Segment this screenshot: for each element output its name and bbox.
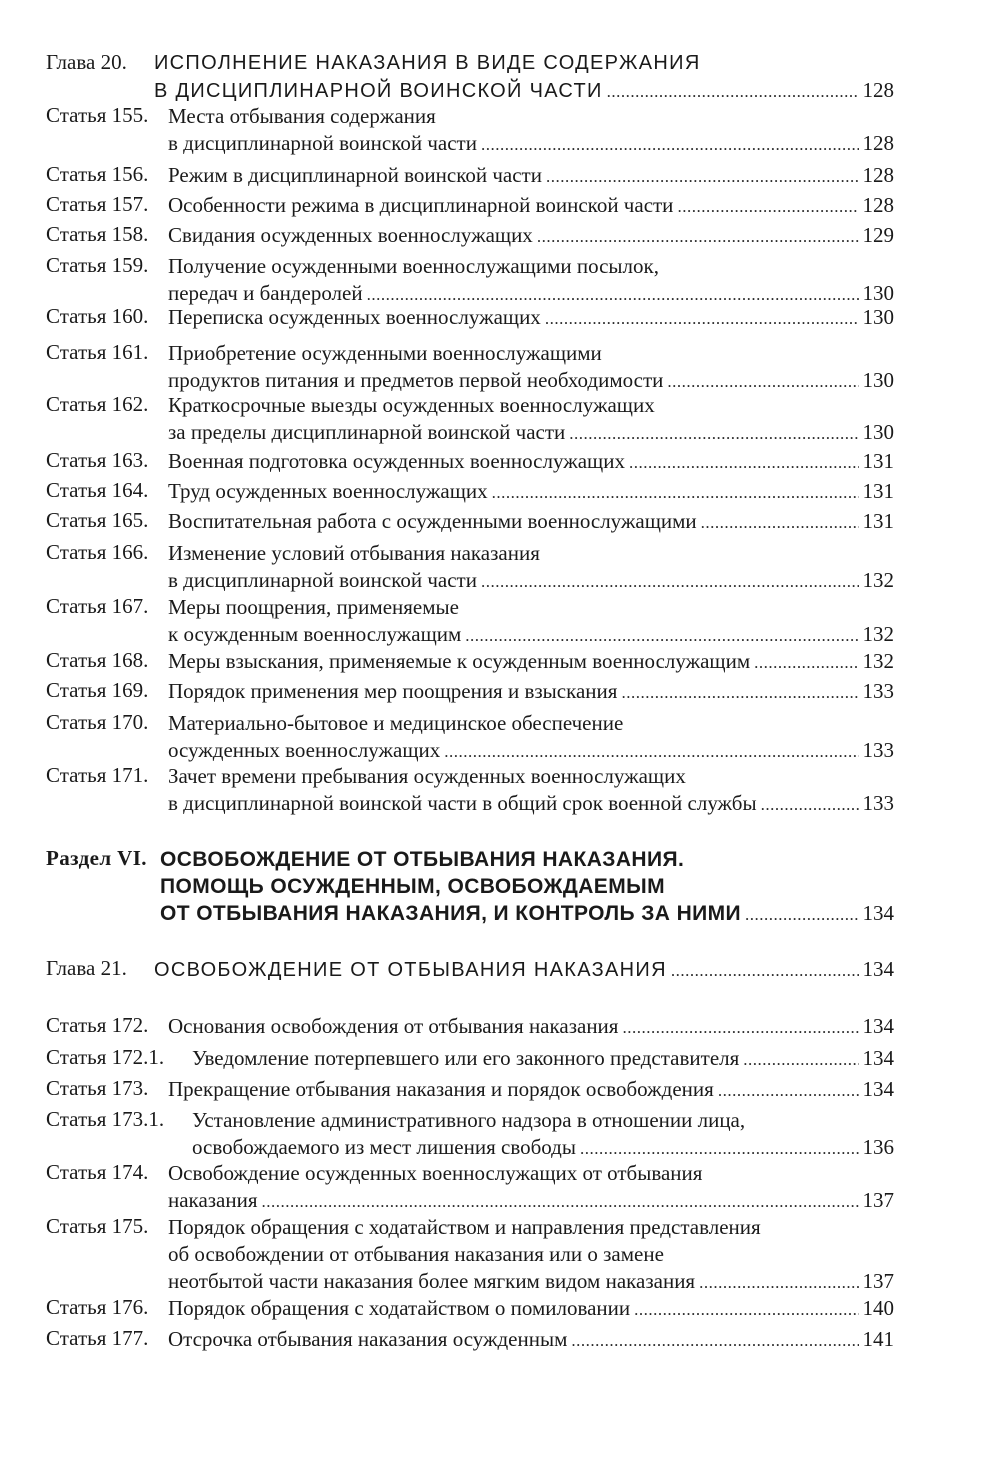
article-title-line: передач и бандеролей [168,281,363,305]
article-title-line: Меры поощрения, применяемые [168,595,459,619]
article-number: Статья 171. [46,763,149,787]
page-number: 131 [862,509,894,533]
article-number: Статья 169. [46,678,149,702]
article-number: Статья 174. [46,1160,149,1184]
toc-entry [46,710,894,764]
chapter-20-heading [46,50,894,104]
article-title-line: Краткосрочные выезды осужденных военнослужащих [168,393,655,417]
article-number: Статья 173.1. [46,1107,165,1131]
article-number: Статья 159. [46,253,149,277]
page-number: 137 [862,1269,894,1293]
leader-dots [745,900,858,928]
chapter-21-prefix: Глава 21. [46,956,127,980]
article-title-line: неотбытой части наказания более мягким видом наказания [168,1269,696,1293]
article-title-line: продуктов питания и предметов первой необходимости [168,368,664,392]
leader-dots [754,648,858,676]
article-number: Статья 162. [46,392,149,416]
leader-dots [667,367,858,395]
leader-dots [465,621,858,649]
article-number: Статья 175. [46,1214,149,1238]
article-title-line: Отсрочка отбывания наказания осужденным [168,1327,568,1351]
toc-entry [46,1214,894,1295]
toc-entry [46,222,894,249]
toc-entry [46,192,894,219]
article-number: Статья 157. [46,192,149,216]
article-title-line: об освобождении от отбывания наказания или о замене [168,1242,664,1266]
leader-dots [537,222,859,250]
toc-entry [46,253,894,307]
toc-entry [46,1295,894,1322]
article-title-line: Основания освобождения от отбывания наказания [168,1014,619,1038]
section-6-prefix: Раздел VI. [46,846,147,870]
page-number: 134 [862,1046,894,1070]
page-number: 131 [862,449,894,473]
toc-entry [46,448,894,475]
article-number: Статья 155. [46,103,149,127]
article-number: Статья 163. [46,448,149,472]
page-number: 137 [862,1188,894,1212]
toc-entry [46,508,894,535]
article-title-line: Изменение условий отбывания наказания [168,541,540,565]
toc-entry [46,1013,894,1040]
article-number: Статья 156. [46,162,149,186]
article-title-line: Установление административного надзора в отношении лица, [192,1108,746,1132]
article-title-line: к осужденным военнослужащим [168,622,462,646]
chapter-20-title-line-1: ИСПОЛНЕНИЕ НАКАЗАНИЯ В ВИДЕ СОДЕРЖАНИЯ [154,52,701,74]
article-number: Статья 167. [46,594,149,618]
toc-entry [46,1045,894,1072]
leader-dots [546,162,859,190]
toc-entry [46,103,894,157]
leader-dots [262,1187,859,1215]
chapter-20-page: 128 [862,78,894,102]
article-title-line: Получение осужденными военнослужащими посылок, [168,254,659,278]
article-title-line: Освобождение осужденных военнослужащих от отбывания [168,1161,703,1185]
leader-dots [701,508,859,536]
leader-dots [699,1268,858,1296]
leader-dots [580,1134,859,1162]
leader-dots [671,956,859,984]
article-title-line: наказания [168,1188,258,1212]
article-number: Статья 166. [46,540,149,564]
page-number: 136 [862,1135,894,1159]
article-title-line: Труд осужденных военнослужащих [168,479,488,503]
leader-dots [629,448,859,476]
article-title-line: Порядок обращения с ходатайством о помиловании [168,1296,631,1320]
page-number: 132 [862,622,894,646]
article-number: Статья 161. [46,340,149,364]
page-number: 131 [862,479,894,503]
chapter-20-title-line-2: В ДИСЦИПЛИНАРНОЙ ВОИНСКОЙ ЧАСТИ [154,80,603,102]
article-title-line: Зачет времени пребывания осужденных военнослужащих [168,764,686,788]
leader-dots [761,790,859,818]
page-number: 133 [862,738,894,762]
chapter-21-heading [46,956,894,983]
article-title-line: осужденных военнослужащих [168,738,441,762]
article-number: Статья 160. [46,304,149,328]
article-number: Статья 177. [46,1326,149,1350]
article-title-line: в дисциплинарной воинской части [168,131,477,155]
toc-entry [46,594,894,648]
article-number: Статья 164. [46,478,149,502]
section-6-title-line-3: ОТ ОТБЫВАНИЯ НАКАЗАНИЯ, И КОНТРОЛЬ ЗА НИМИ [160,902,742,925]
article-title-line: Уведомление потерпевшего или его законного представителя [192,1046,740,1070]
leader-dots [607,77,859,105]
article-title-line: Прекращение отбывания наказания и порядок освобождения [168,1077,714,1101]
section-6-title-line-1: ОСВОБОЖДЕНИЕ ОТ ОТБЫВАНИЯ НАКАЗАНИЯ. [160,848,685,871]
toc-entry [46,1107,894,1161]
article-title-line: за пределы дисциплинарной воинской части [168,420,566,444]
article-title-line: Свидания осужденных военнослужащих [168,223,533,247]
article-title-line: Военная подготовка осужденных военнослужащих [168,449,625,473]
article-title-line: Переписка осужденных военнослужащих [168,305,541,329]
article-title-line: Порядок обращения с ходатайством и направления представления [168,1215,761,1239]
leader-dots [545,304,859,332]
article-title-line: Порядок применения мер поощрения и взыскания [168,679,618,703]
chapter-20-prefix: Глава 20. [46,50,127,74]
article-number: Статья 173. [46,1076,149,1100]
page-number: 130 [862,368,894,392]
article-title-line: освобождаемого из мест лишения свободы [192,1135,576,1159]
page-number: 128 [862,131,894,155]
leader-dots [743,1045,858,1073]
toc-entry [46,304,894,331]
page-number: 141 [862,1327,894,1351]
toc-entry [46,763,894,817]
chapter-21-page: 134 [862,957,894,981]
leader-dots [569,419,858,447]
section-6-title-line-2: ПОМОЩЬ ОСУЖДЕННЫМ, ОСВОБОЖДАЕМЫМ [160,875,665,898]
section-6-heading [46,846,894,927]
page-number: 134 [862,1077,894,1101]
page-number: 133 [862,791,894,815]
article-number: Статья 176. [46,1295,149,1319]
leader-dots [718,1076,859,1104]
page-number: 132 [862,649,894,673]
toc-entry [46,1160,894,1214]
article-title-line: Особенности режима в дисциплинарной воинской части [168,193,674,217]
page-number: 128 [862,163,894,187]
article-number: Статья 168. [46,648,149,672]
leader-dots [492,478,859,506]
leader-dots [571,1326,858,1354]
article-title-line: Воспитательная работа с осужденными военнослужащими [168,509,697,533]
article-title-line: Материально-бытовое и медицинское обеспечение [168,711,624,735]
toc-entry [46,648,894,675]
section-6-page: 134 [862,901,894,925]
leader-dots [481,567,859,595]
page-number: 132 [862,568,894,592]
article-title-line: Режим в дисциплинарной воинской части [168,163,542,187]
toc-entry [46,478,894,505]
toc-entry [46,678,894,705]
page-number: 130 [862,281,894,305]
toc-entry [46,540,894,594]
page-number: 129 [862,223,894,247]
page-number: 130 [862,420,894,444]
leader-dots [622,1013,858,1041]
leader-dots [444,737,858,765]
article-number: Статья 165. [46,508,149,532]
page-number: 140 [862,1296,894,1320]
page-number: 133 [862,679,894,703]
article-title-line: в дисциплинарной воинской части в общий срок военной службы [168,791,757,815]
article-number: Статья 158. [46,222,149,246]
article-number: Статья 172. [46,1013,149,1037]
toc-entry [46,1076,894,1103]
article-title-line: Места отбывания содержания [168,104,436,128]
article-title-line: Приобретение осужденными военнослужащими [168,341,602,365]
toc-entry [46,162,894,189]
leader-dots [634,1295,858,1323]
article-title-line: Меры взыскания, применяемые к осужденным военнослужащим [168,649,751,673]
toc-entry [46,392,894,446]
toc-entry [46,340,894,394]
page-number: 128 [862,193,894,217]
leader-dots [621,678,858,706]
leader-dots [677,192,858,220]
chapter-21-title: ОСВОБОЖДЕНИЕ ОТ ОТБЫВАНИЯ НАКАЗАНИЯ [154,959,667,981]
toc-entry [46,1326,894,1353]
article-number: Статья 170. [46,710,149,734]
article-number: Статья 172.1. [46,1045,165,1069]
page-number: 134 [862,1014,894,1038]
article-title-line: в дисциплинарной воинской части [168,568,477,592]
page-number: 130 [862,305,894,329]
leader-dots [481,130,859,158]
